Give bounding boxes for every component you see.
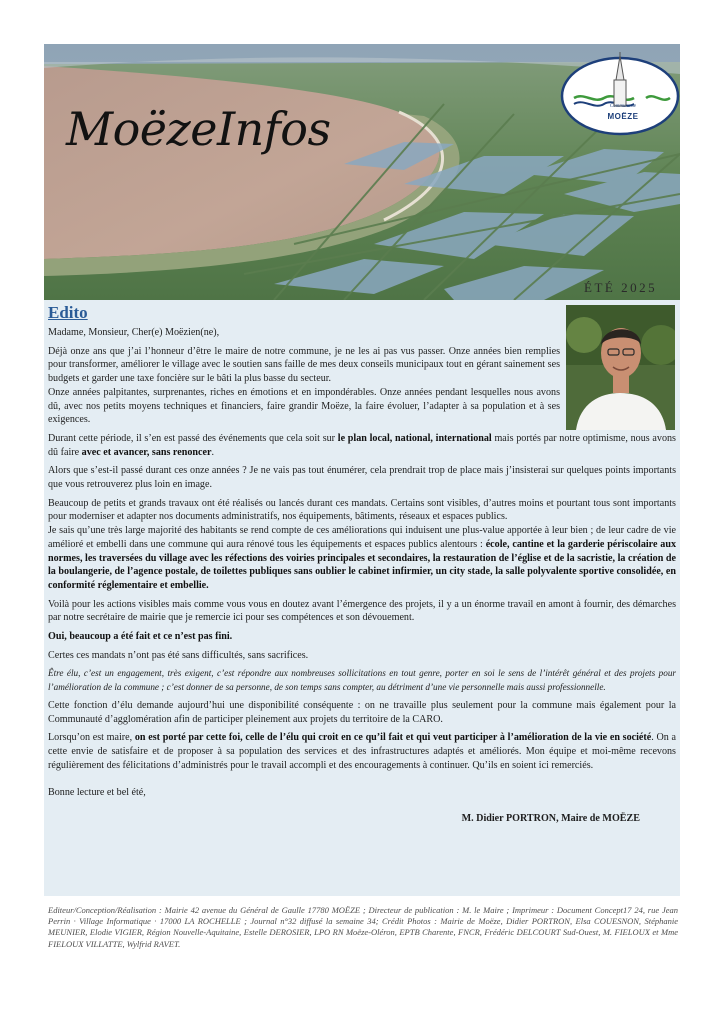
bold-run: avec et avancer, sans renoncer <box>81 446 212 458</box>
bold-run: le plan local, national, international <box>337 432 492 444</box>
church-steeple-waves-logo <box>554 52 680 138</box>
publication-credits: Editeur/Conception/Réalisation : Mairie 42 avenue du Général de Gaulle 17780 MOËZE ; Directeur de publication : M. le Maire ; Imprimeur : Document Concept17 24, rue Jean Perrin · Village Informatique · 17000 LA ROCHELLE ; Journal n°32 diffusé la semaine 34; Crédit Photos : Mairie de Moëze, Didier PORTRON, Elsa COUESNON, Stéphanie MEUNIER, Elodie VIGIER, Région Nouvelle-Aquitaine, Estelle DEROSIER, LPO RN Moëze-Oléron, EPTB Charente, FNCR, Frédéric DELCOURT Sud-Ouest, M. FIELOUX et Mme FIELOUX VILLATTE, Wylfrid RAVET. <box>48 905 678 949</box>
text-run: . On a cette envie de satisfaire et de proposer à sa population des services et des infrastructures adaptés et améliorés. Mon équipe et moi-même recevons régulièrement des félicitations d’administrés pour le travail accompli et des encouragements à continuer. Qu’ils en soient ici remerciés. <box>48 732 676 771</box>
paragraph <box>48 432 676 459</box>
paragraph: Onze années palpitantes, surprenantes, riches en émotions et en impondérables. Onze années pendant lesquelles nous avons dû, avec nos petits moyens techniques et financiers, faire grandir Moëze, la faire évoluer, l’adapter à sa population et à ses exigences. <box>48 386 560 426</box>
paragraph: Alors que s’est-il passé durant ces onze années ? Je ne vais pas tout énumérer, cela prendrait trop de place mais j’insisterai sur quelques points importants que vous retrouverez plus loin en image. <box>48 465 676 491</box>
edito-body <box>48 326 676 831</box>
text-run: Je sais qu’une très large majorité des habitants se rend compte de ces améliorations qui induisent une plus-value apportée à leur bien ; de leur cadre de vie amélioré et embelli dans une commune qui aura rénové tous les équipements et espaces publics alentours : <box>48 525 676 550</box>
paragraph: Déjà onze ans que j’ai l’honneur d’être le maire de notre commune, je ne les ai pas vus passer. Onze années bien remplies pour transformer, améliorer le village avec le soutien sans faille de mes deux conseils municipaux tout en gérant sainement ses budgets et garder une taxe foncière sur le bâti la plus basse du secteur. <box>48 345 560 385</box>
paragraph: Voilà pour les actions visibles mais comme vous vous en doutez avant l’émergence des projets, il y a un énorme travail en amont à fournir, des démarches par notre secrétaire de mairie que je remercie ici pour ses compétences et son dévouement. <box>48 598 676 624</box>
bold-run: école, cantine et la garderie périscolaire aux normes, les traversées du village avec les réfections des voiries principales et secondaires, la restauration de l’église et de la sacristie, la création de la boulangerie, de l’agence postale, de toilettes publiques sans oublier le cabinet infirmier, un city stade, la salle polyvalente sportive consolidée, en conformité réglementaire et embellie. <box>48 538 676 591</box>
bold-run: Oui, beaucoup a été fait et ce n’est pas fini. <box>48 631 233 643</box>
italic-paragraph: Être élu, c’est un engagement, très exigent, c’est répondre aux nombreuses sollicitations en tout genre, porter en soi le sens de l’intérêt général et des projets pour l’amélioration de la commune ; c’est donner de sa personne, de son temps sans compter, au détriment d’une vie personnelle mais aussi professionnelle. <box>48 668 676 692</box>
salutation: Madame, Monsieur, Cher(e) Moëzien(ne), <box>48 327 220 338</box>
paragraph: Beaucoup de petits et grands travaux ont été réalisés ou lancés durant ces mandats. Certains sont visibles, d’autres moins et pourtant tous sont importants pour moderniser et adapter nos documents administratifs, nos équipements, bâtiments, réseaux et espaces publics. <box>48 497 676 523</box>
header-banner <box>44 44 680 300</box>
paragraph: Cette fonction d’élu demande aujourd’hui une disponibilité conséquente : on ne travaille plus seulement pour la commune mais également pour la Communauté d’agglomération afin de participer pleinement aux projets du territoire de la CARO. <box>48 699 676 725</box>
edito-heading: Edito <box>48 303 88 322</box>
text-run: Durant cette période, il s’en est passé des événements que cela soit sur <box>48 432 338 444</box>
season-label: ÉTÉ 2025 <box>584 280 658 295</box>
bold-run: on est porté par cette foi, celle de l’élu qui croit en ce qu’il fait et qui veut participer à l’amélioration de la vie en société <box>134 732 652 744</box>
paragraph: Certes ces mandats n’ont pas été sans difficultés, sans sacrifices. <box>48 649 309 661</box>
closing-line: Bonne lecture et bel été, <box>48 787 146 799</box>
text-run: . <box>211 446 214 458</box>
text-run: mais portés par notre optimisme, nous avons dû faire <box>48 432 676 458</box>
paragraph <box>48 630 676 644</box>
logo-subtitle: Commune de <box>609 104 637 109</box>
paragraph <box>48 731 676 772</box>
signature: M. Didier PORTRON, Maire de MOËZE <box>461 813 640 825</box>
newsletter-title: MoëzeInfos <box>66 102 331 156</box>
paragraph <box>48 524 676 593</box>
logo-name: MOËZE <box>607 112 639 121</box>
text-run: Lorsqu’on est maire, <box>48 732 135 744</box>
